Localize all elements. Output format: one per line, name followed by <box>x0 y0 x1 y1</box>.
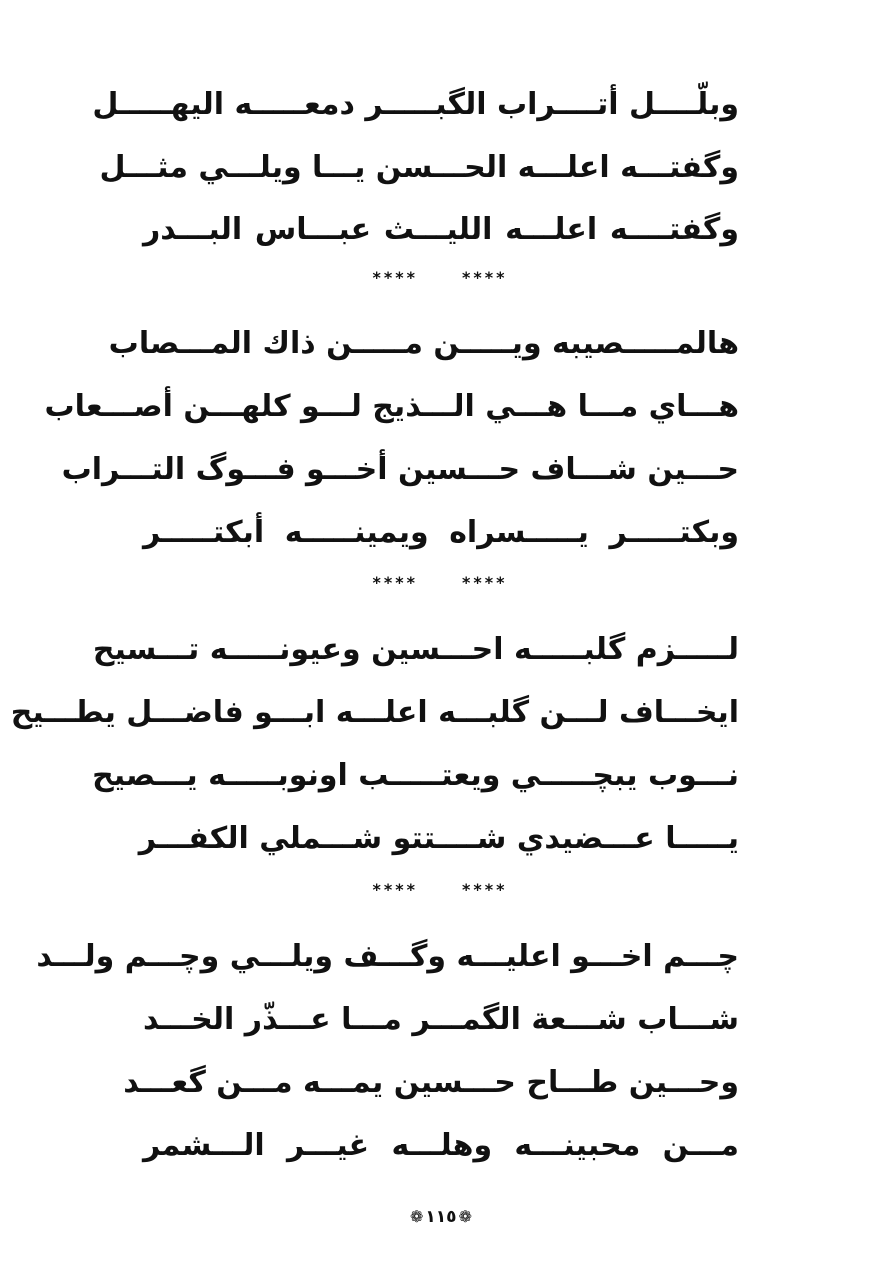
page-number-text: ١١٥ <box>425 1207 457 1227</box>
verse-line: لـــــزم گلبـــــه احـــسين وعيونـــــه تـــسيح <box>92 632 739 667</box>
page-number <box>409 1200 473 1234</box>
stanza-separator <box>340 880 540 900</box>
stanza-separator <box>340 573 540 593</box>
verse-line: وبلّــــل أتــــراب الگبـــــر دمعـــــه اليهـــــل <box>92 87 739 122</box>
separator-stars: **** <box>462 268 508 287</box>
flower-ornament-icon: ❁ <box>458 1207 472 1226</box>
flower-ornament-icon: ❁ <box>410 1207 424 1226</box>
verse-line: وبكتـــــر يـــــسراه ويمينـــــه أبكتـــــر <box>143 515 739 550</box>
verse-line: وگفتــــه اعلـــه الليـــث عبـــاس البـــدر <box>143 212 739 247</box>
stanza-separator <box>340 268 540 288</box>
verse-line: نـــوب يبچـــــي ويعتـــــب اونوبـــــه يـــصيح <box>92 758 739 793</box>
verse-line: مـــن محبينـــه وهلـــه غيـــر الـــشمر <box>143 1128 739 1163</box>
separator-stars: **** <box>372 880 418 899</box>
verse-line: ايخـــاف لـــن گلبـــه اعلـــه ابـــو فاضـــل يطـــيح <box>10 695 739 730</box>
verse-line: چـــم اخـــو اعليـــه وگـــف ويلـــي وچـــم ولـــد <box>36 939 739 974</box>
verse-line: هالمـــــصيبه ويـــــن مـــــن ذاك المـــصاب <box>108 326 739 361</box>
verse-line: هـــاي مـــا هـــي الـــذيج لـــو كلهـــن أصـــعاب <box>44 389 739 424</box>
verse-line: وگفتـــه اعلـــه الحـــسن يـــا ويلـــي مثـــل <box>99 150 739 185</box>
verse-line: يـــــا عـــضيدي شــــتتو شـــملي الكفـــر <box>138 821 739 856</box>
separator-stars: **** <box>372 268 418 287</box>
separator-stars: **** <box>462 573 508 592</box>
separator-stars: **** <box>372 573 418 592</box>
verse-line: شـــاب شـــعة الگمـــر مـــا عـــذّر الخـــد <box>143 1002 739 1037</box>
separator-stars: **** <box>462 880 508 899</box>
verse-line: وحـــين طـــاح حـــسين يمـــه مـــن گعـــد <box>123 1065 739 1100</box>
verse-line: حـــين شـــاف حـــسين أخـــو فـــوگ التـــراب <box>61 452 739 487</box>
